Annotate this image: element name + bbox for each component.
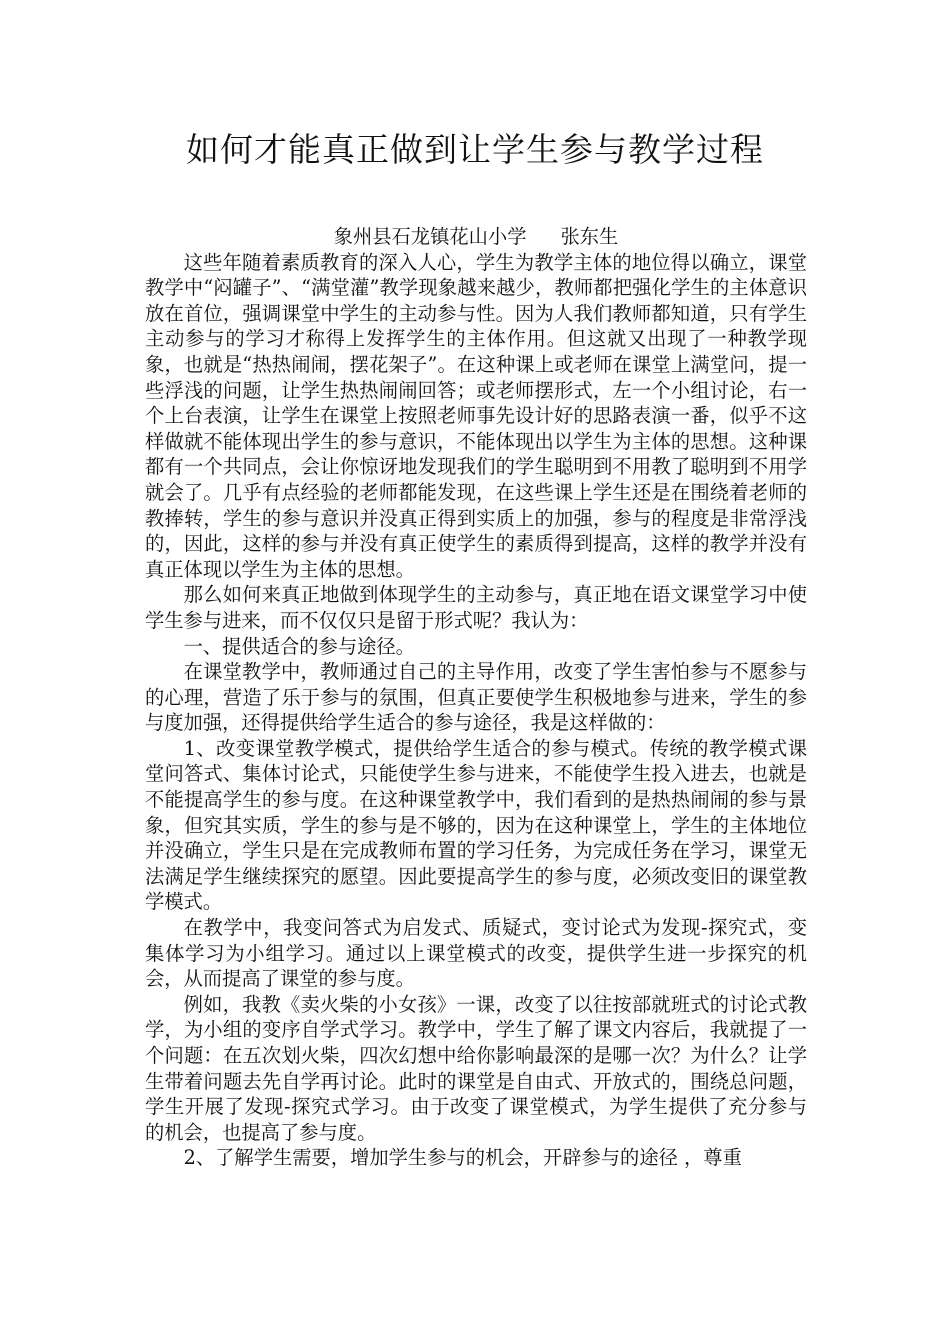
paragraph-question: 那么如何来真正地做到体现学生的主动参与，真正地在语文课堂学习中使学生参与进来，而不仅仅只是留于形式呢？我认为：	[145, 583, 807, 632]
author-name: 张东生	[560, 225, 619, 248]
section-heading-1: 一、提供适合的参与途径。	[183, 634, 415, 658]
paragraph-section-1-intro: 在课堂教学中，教师通过自己的主导作用，改变了学生害怕参与不愿参与的心理，营造了乐于参与的氛围，但真正要使学生积极地参与进来，学生的参与度加强，还得提供给学生适合的参与途径，我是这样做的：	[145, 660, 807, 735]
paragraph-point-1: 1、改变课堂教学模式，提供给学生适合的参与模式。传统的教学模式课堂问答式、集体讨论式，只能使学生参与进来，不能使学生投入进去，也就是不能提高学生的参与度。在这种课堂教学中，我们看到的是热热闹闹的参与景象，但究其实质，学生的参与是不够的，因为在这种课堂上，学生的主体地位并没确立，学生只是在完成教师布置的学习任务，为完成任务在学习，课堂无法满足学生继续探究的愿望。因此要提高学生的参与度，必须改变旧的课堂教学模式。	[145, 736, 807, 914]
paragraph-point-2: 2、了解学生需要，增加学生参与的机会，开辟参与的途径 ，尊重	[183, 1146, 742, 1170]
document-title: 如何才能真正做到让学生参与教学过程	[186, 130, 764, 169]
paragraph-intro: 这些年随着素质教育的深入人心，学生为教学主体的地位得以确立，课堂教学中“闷罐子”、“满堂灌”教学现象越来越少，教师都把强化学生的主体意识放在首位，强调课堂中学生的主动参与性。因为人我们教师都知道，只有学生主动参与的学习才称得上发挥学生的主体作用。但这就又出现了一种教学现象，也就是“热热闹闹，摆花架子”。在这种课上或老师在课堂上满堂问，提一些浮浅的问题，让学生热热闹闹回答；或老师摆形式，左一个小组讨论，右一个上台表演，让学生在课堂上按照老师事先设计好的思路表演一番，似乎不这样做就不能体现出学生的参与意识，不能体现出以学生为主体的思想。这种课都有一个共同点，会让你惊讶地发现我们的学生聪明到不用教了聪明到不用学就会了。几乎有点经验的老师都能发现，在这些课上学生还是在围绕着老师的教捧转，学生的参与意识并没真正得到实质上的加强，参与的程度是非常浮浅的，因此，这样的参与并没有真正使学生的素质得到提高，这样的教学并没有真正体现以学生为主体的思想。	[145, 250, 807, 581]
paragraph-point-1-method: 在教学中，我变问答式为启发式、质疑式，变讨论式为发现-探究式，变集体学习为小组学习。通过以上课堂模式的改变，提供学生进一步探究的机会，从而提高了课堂的参与度。	[145, 916, 807, 991]
paragraph-example: 例如，我教《卖火柴的小女孩》一课，改变了以往按部就班式的讨论式教学，为小组的变序自学式学习。教学中，学生了解了课文内容后，我就提了一个问题：在五次划火柴，四次幻想中给你影响最深的是哪一次？为什么？让学生带着问题去先自学再讨论。此时的课堂是自由式、开放式的，围绕总问题，学生开展了发现-探究式学习。由于改变了课堂模式，为学生提供了充分参与的机会，也提高了参与度。	[145, 992, 807, 1144]
byline	[145, 224, 807, 250]
document-body	[145, 224, 807, 1171]
school-name: 象州县石龙镇花山小学	[333, 225, 527, 248]
